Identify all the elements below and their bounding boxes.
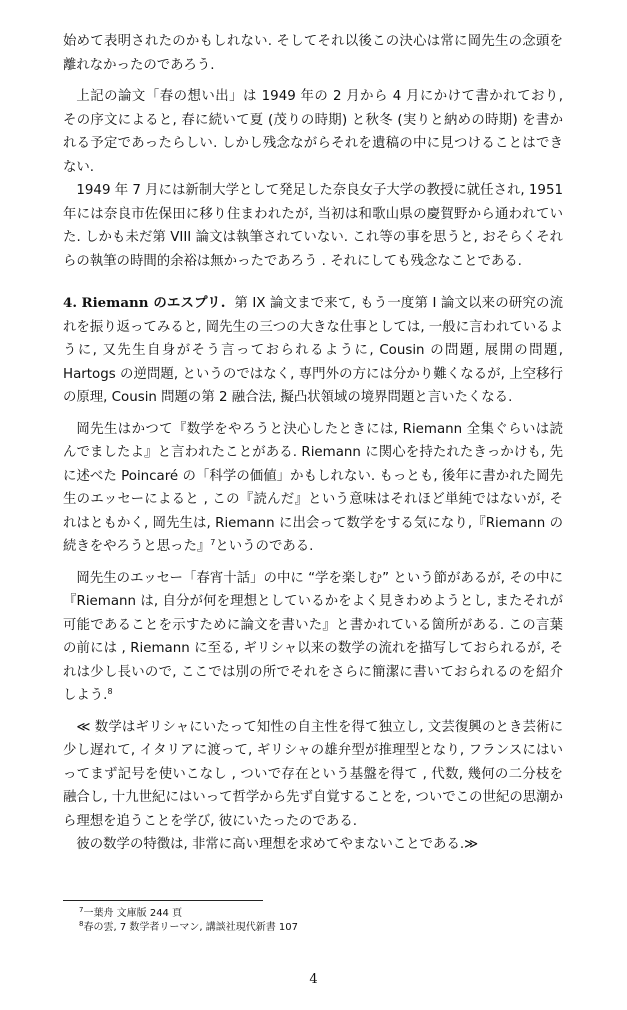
paragraph-5-text: 岡先生はかつて『数学をやろうと決心したときには, Riemann 全集ぐらいは読んでましたよ』と言われたことがある. Riemann に関心を持たれたきっかけも, 先に述べた Poincaré の「科学の価値」かもしれない. もっとも, 後年に書かれた岡先生のエッセーによると , この『読んだ』という意味はそれほど単純ではないが, それはともかく, 岡先生は, Riemann に出会って数学をする気になり,『Riemann の続きをやろうと思った』: [63, 421, 563, 554]
paragraph-5-tail: というのである.: [215, 539, 314, 554]
paragraph-2: 上記の論文「春の想い出」は 1949 年の 2 月から 4 月にかけて書かれており, その序文によると, 春に続いて夏 (茂りの時期) と秋冬 (実りと納めの時期) を書かれる予定であったらしい. しかし残念ながらそれを遺稿の中に見つけることはできない.: [63, 89, 563, 175]
section-number: 4.: [63, 295, 77, 311]
paragraph-1: 始めて表明されたのかもしれない. そしてそれ以後この決心は常に岡先生の念頭を離れなかったのであろう.: [63, 34, 563, 73]
section-4: [63, 292, 563, 410]
footnote-8: [63, 921, 563, 935]
footnote-ref-7: 7: [210, 538, 216, 547]
paragraph-6-text: 岡先生のエッセー「春宵十話」の中に “学を楽しむ” という節があるが, その中に『Riemann は, 自分が何を理想としているかをよく見きわめようとし, またそれが可能であることを示すために論文を書いた』と書かれている箇所がある. この言葉の前には , Riemann に至る, ギリシャ以来の数学の流れを描写しておられるが, それは少し長いので, ここでは別の所でそれをさらに簡潔に書いておられるのを紹介しよう.: [63, 570, 563, 703]
footnotes: [63, 900, 563, 935]
page-number: 4: [309, 972, 318, 987]
quote-paragraph: ≪ 数学はギリシャにいたって知性の自主性を得て独立し, 文芸復興のとき芸術に少し遅れて, イタリアに渡って, ギリシャの雄弁型が推理型となり, フランスにはいってまず記号を使いこなし , ついで存在という基盤を得て , 代数, 幾何の二分枝を融合し, 十九世紀にはいって哲学から先ず自覚することを, ついでこの世紀の思潮から理想を追うことを学び, 彼にいたったのである.: [63, 719, 563, 829]
section-title: Riemann のエスプリ.: [81, 295, 226, 311]
paragraph-3: 1949 年 7 月には新制大学として発足した奈良女子大学の教授に就任され, 1951 年には奈良市佐保田に移り住まわれたが, 当初は和歌山県の慶賀野から通われていた. しかも未だ第 VIII 論文は執筆されていない. これ等の事を思うと, おそらくそれらの執筆の時間的余裕は無かったであろう . それにしても残念なことである.: [63, 183, 563, 269]
footnote-7: [63, 907, 563, 921]
footnote-7-text: 一葉舟 文庫版 244 頁: [83, 908, 183, 919]
section-body: 第 IX 論文まで来て, もう一度第 I 論文以来の研究の流れを振り返ってみると, 岡先生の三つの大きな仕事としては, 一般に言われているように, 又先生自身がそう言っておられるように, Cousin の問題, 展開の問題, Hartogs の逆問題, というのではなく, 専門外の方には分かり難くなるが, 上空移行の原理, Cousin 問題の第 2 融合法, 擬凸状領域の境界問題と言いたくなる.: [63, 296, 563, 405]
footnote-rule: [63, 900, 263, 901]
footnote-mark-8: 8: [79, 920, 84, 928]
footnote-mark-7: 7: [79, 906, 84, 914]
page-body: [63, 30, 563, 857]
footnote-ref-8: 8: [107, 687, 113, 696]
footnote-8-text: 春の雲, 7 数学者リーマン, 講談社現代新書 107: [83, 922, 298, 933]
paragraph-6: [63, 567, 563, 708]
paragraph-5: [63, 418, 563, 559]
quote-closing: 彼の数学の特徴は, 非常に高い理想を求めてやまないことである.≫: [76, 837, 479, 852]
